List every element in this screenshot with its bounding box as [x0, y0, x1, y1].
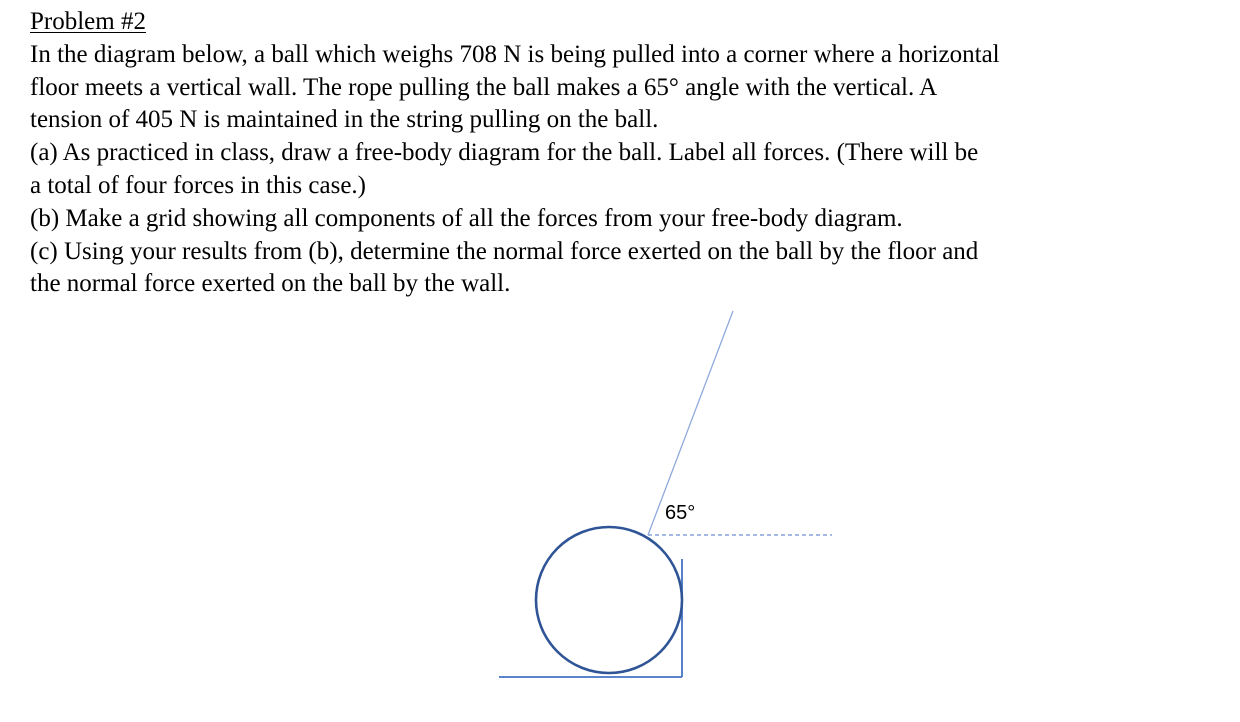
part-b-line: (b) Make a grid showing all components of all the forces from your free-body diagram. — [30, 204, 903, 232]
problem-line-3: tension of 405 N is maintained in the string pulling on the ball. — [30, 106, 659, 134]
problem-line-1: In the diagram below, a ball which weighs 708 N is being pulled into a corner where a horizontal — [30, 40, 1000, 68]
part-a-line-2: a total of four forces in this case.) — [30, 171, 366, 199]
part-c-line-2: the normal force exerted on the ball by the wall. — [30, 270, 511, 298]
ball — [536, 527, 682, 673]
part-c-line-1: (c) Using your results from (b), determine the normal force exerted on the ball by the floor and — [30, 237, 979, 265]
problem-line-2: floor meets a vertical wall. The rope pulling the ball makes a 65° angle with the vertical. A — [30, 73, 938, 101]
angle-label: 65° — [665, 502, 696, 524]
part-a-line-1: (a) As practiced in class, draw a free-body diagram for the ball. Label all forces. (There will be — [30, 139, 979, 167]
problem-title: Problem #2 — [30, 8, 146, 35]
